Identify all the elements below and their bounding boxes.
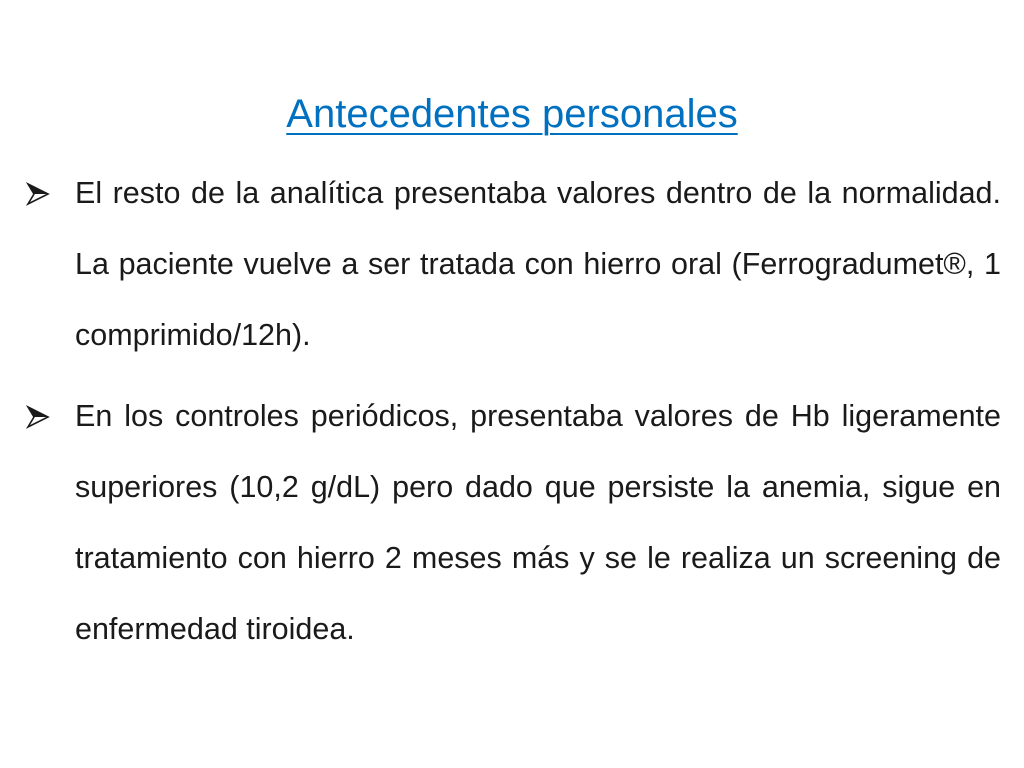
- slide-title: Antecedentes personales: [286, 92, 738, 136]
- bullet-text: En los controles periódicos, presentaba valores de Hb ligeramente superiores (10,2 g/dL) pero dado que persiste la anemia, sigue en tratamiento con hierro 2 meses más y se le realiza un screening de enfermedad tiroidea.: [75, 399, 1001, 646]
- bullet-list: [26, 158, 1001, 675]
- bullet-item: [26, 381, 1001, 665]
- arrow-bullet-icon: [26, 405, 50, 429]
- arrow-bullet-icon: [26, 182, 50, 206]
- bullet-item: [26, 158, 1001, 371]
- bullet-text: El resto de la analítica presentaba valores dentro de la normalidad. La paciente vuelve a ser tratada con hierro oral (Ferrogradumet®, 1 comprimido/12h).: [75, 176, 1001, 352]
